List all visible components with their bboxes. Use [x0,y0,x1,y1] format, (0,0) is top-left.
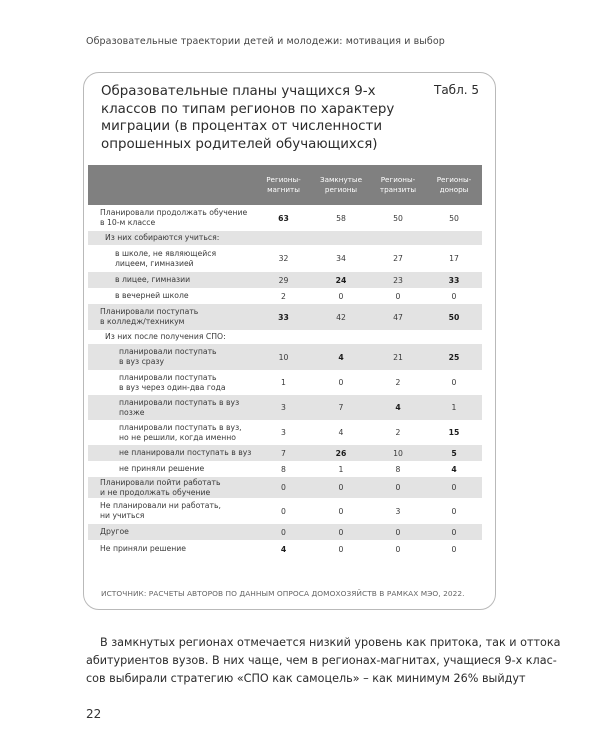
row-value: 7 [255,445,312,461]
row-value: 42 [312,304,370,330]
column-header-text: Регионы- магниты [266,175,301,194]
table-row [88,524,482,540]
row-value: 1 [426,395,482,420]
table-row [88,461,482,477]
row-value [426,330,482,344]
row-value: 0 [255,524,312,540]
row-value: 33 [426,272,482,288]
row-value: 34 [336,254,346,263]
row-label: в школе, не являющейся лицеем, гимназией [115,248,217,268]
table-row [88,205,482,231]
table-row [88,344,482,370]
table-row [88,231,482,245]
row-value: 3 [255,395,312,420]
row-label: не приняли решение [119,464,205,474]
row-value: 4 [338,428,344,437]
column-header-text: Регионы- транзиты [379,175,417,194]
row-value: 8 [395,464,401,474]
row-value: 32 [278,254,289,263]
column-header [370,165,426,205]
table-row [88,370,482,395]
row-value: 17 [449,254,459,263]
row-value: 0 [370,477,426,498]
row-value: 2 [281,291,286,301]
row-value: 0 [451,291,457,301]
row-value: 0 [451,544,457,554]
row-label: планировали поступать в вуз позже [88,395,255,420]
body-line: В замкнутых регионах отмечается низкий уровень как притока, так и оттока [100,636,561,649]
column-header [255,165,312,205]
row-value: 10 [255,344,312,370]
table-row [88,420,482,445]
table-body [88,205,482,558]
column-header-text: Замкнутые регионы [319,175,362,194]
row-value: 47 [370,304,426,330]
row-value: 0 [312,477,370,498]
row-label: Из них собираются учиться: [88,231,255,245]
row-value: 0 [338,378,344,387]
row-value: 0 [312,524,370,540]
column-header-text: Регионы- доноры [436,175,472,194]
table-row [88,272,482,288]
row-value: 0 [338,291,344,301]
body-paragraph [86,634,561,688]
table-number: Табл. 5 [434,83,480,97]
table-header [88,165,482,205]
row-value: 0 [338,544,344,554]
table-source: ИСТОЧНИК: РАСЧЕТЫ АВТОРОВ ПО ДАННЫМ ОПРОСА ДОМОХОЗЯЙСТВ В РАМКАХ МЭО, 2022. [101,589,465,598]
row-value: 25 [426,344,482,370]
row-value: 1 [338,464,344,474]
table-row [88,395,482,420]
body-line: абитуриентов вузов. В них чаще, чем в регионах-магнитах, учащиеся 9-х клас- [86,654,557,667]
row-value: 50 [426,304,482,330]
header-label [88,165,255,205]
row-value: 10 [370,445,426,461]
column-header [312,165,370,205]
row-value: 0 [281,506,286,516]
row-value: 24 [312,272,370,288]
row-value: 50 [449,213,459,223]
row-value: 1 [281,378,286,387]
row-value: 0 [426,477,482,498]
row-value: 15 [448,428,460,437]
row-value: 0 [451,506,457,516]
body-line: сов выбирали стратегию «СПО как самоцель» – как минимум 26% выйдут [86,672,526,685]
row-label: Планировали поступать в колледж/техникум [88,304,255,330]
row-value: 0 [451,378,457,387]
row-value: 21 [370,344,426,370]
table-title: Образовательные планы учащихся 9-х классов по типам регионов по характеру миграции (в процентах от численности опрошенных родителей обучающихся) [101,84,395,152]
row-value: 7 [312,395,370,420]
row-label: в лицее, гимназии [88,272,255,288]
row-value: 3 [281,428,286,437]
row-value: 0 [395,291,401,301]
row-value [255,330,312,344]
row-value: 0 [338,506,344,516]
row-value: 33 [255,304,312,330]
row-value: 0 [426,524,482,540]
row-value: 0 [395,544,401,554]
table-row [88,288,482,304]
row-value: 4 [370,395,426,420]
table-row [88,477,482,498]
row-value: 2 [395,428,401,437]
table-row [88,245,482,272]
row-value [255,231,312,245]
row-value: 0 [255,477,312,498]
row-value: 26 [312,445,370,461]
column-header [426,165,482,205]
running-head: Образовательные траектории детей и молодежи: мотивация и выбор [86,36,445,47]
row-label: Не приняли решение [100,544,186,554]
row-value: 27 [393,254,403,263]
row-value [312,231,370,245]
row-value: 29 [255,272,312,288]
row-value: 2 [395,378,401,387]
table-row [88,445,482,461]
row-label: не планировали поступать в вуз [88,445,255,461]
table-row [88,330,482,344]
row-value: 8 [281,464,286,474]
row-value: 58 [336,213,346,223]
data-table [88,165,482,558]
row-label: Не планировали ни работать, ни учиться [100,501,221,520]
row-label: Из них после получения СПО: [105,332,226,342]
table-row [88,304,482,330]
row-value [426,231,482,245]
row-label: планировали поступать в вуз сразу [88,344,255,370]
row-value: 5 [426,445,482,461]
row-value: 4 [312,344,370,370]
row-label: планировали поступать в вуз через один-два года [119,372,226,392]
row-value [370,231,426,245]
row-value: 4 [451,464,457,474]
row-label: Планировали продолжать обучение в 10-м классе [100,208,248,227]
row-label: в вечерней школе [115,291,189,301]
row-label: планировали поступать в вуз, но не решили, когда именно [119,422,242,442]
row-label: Планировали пойти работать и не продолжать обучение [88,477,255,498]
row-value: 63 [278,213,289,223]
page-number: 22 [86,707,102,721]
row-value: 50 [393,213,403,223]
row-value: 4 [280,544,287,554]
table-row [88,540,482,558]
row-value: 3 [395,506,401,516]
row-value: 0 [370,524,426,540]
table-row [88,498,482,524]
row-label: Другое [88,524,255,540]
row-value [312,330,370,344]
row-value: 23 [370,272,426,288]
row-value [370,330,426,344]
